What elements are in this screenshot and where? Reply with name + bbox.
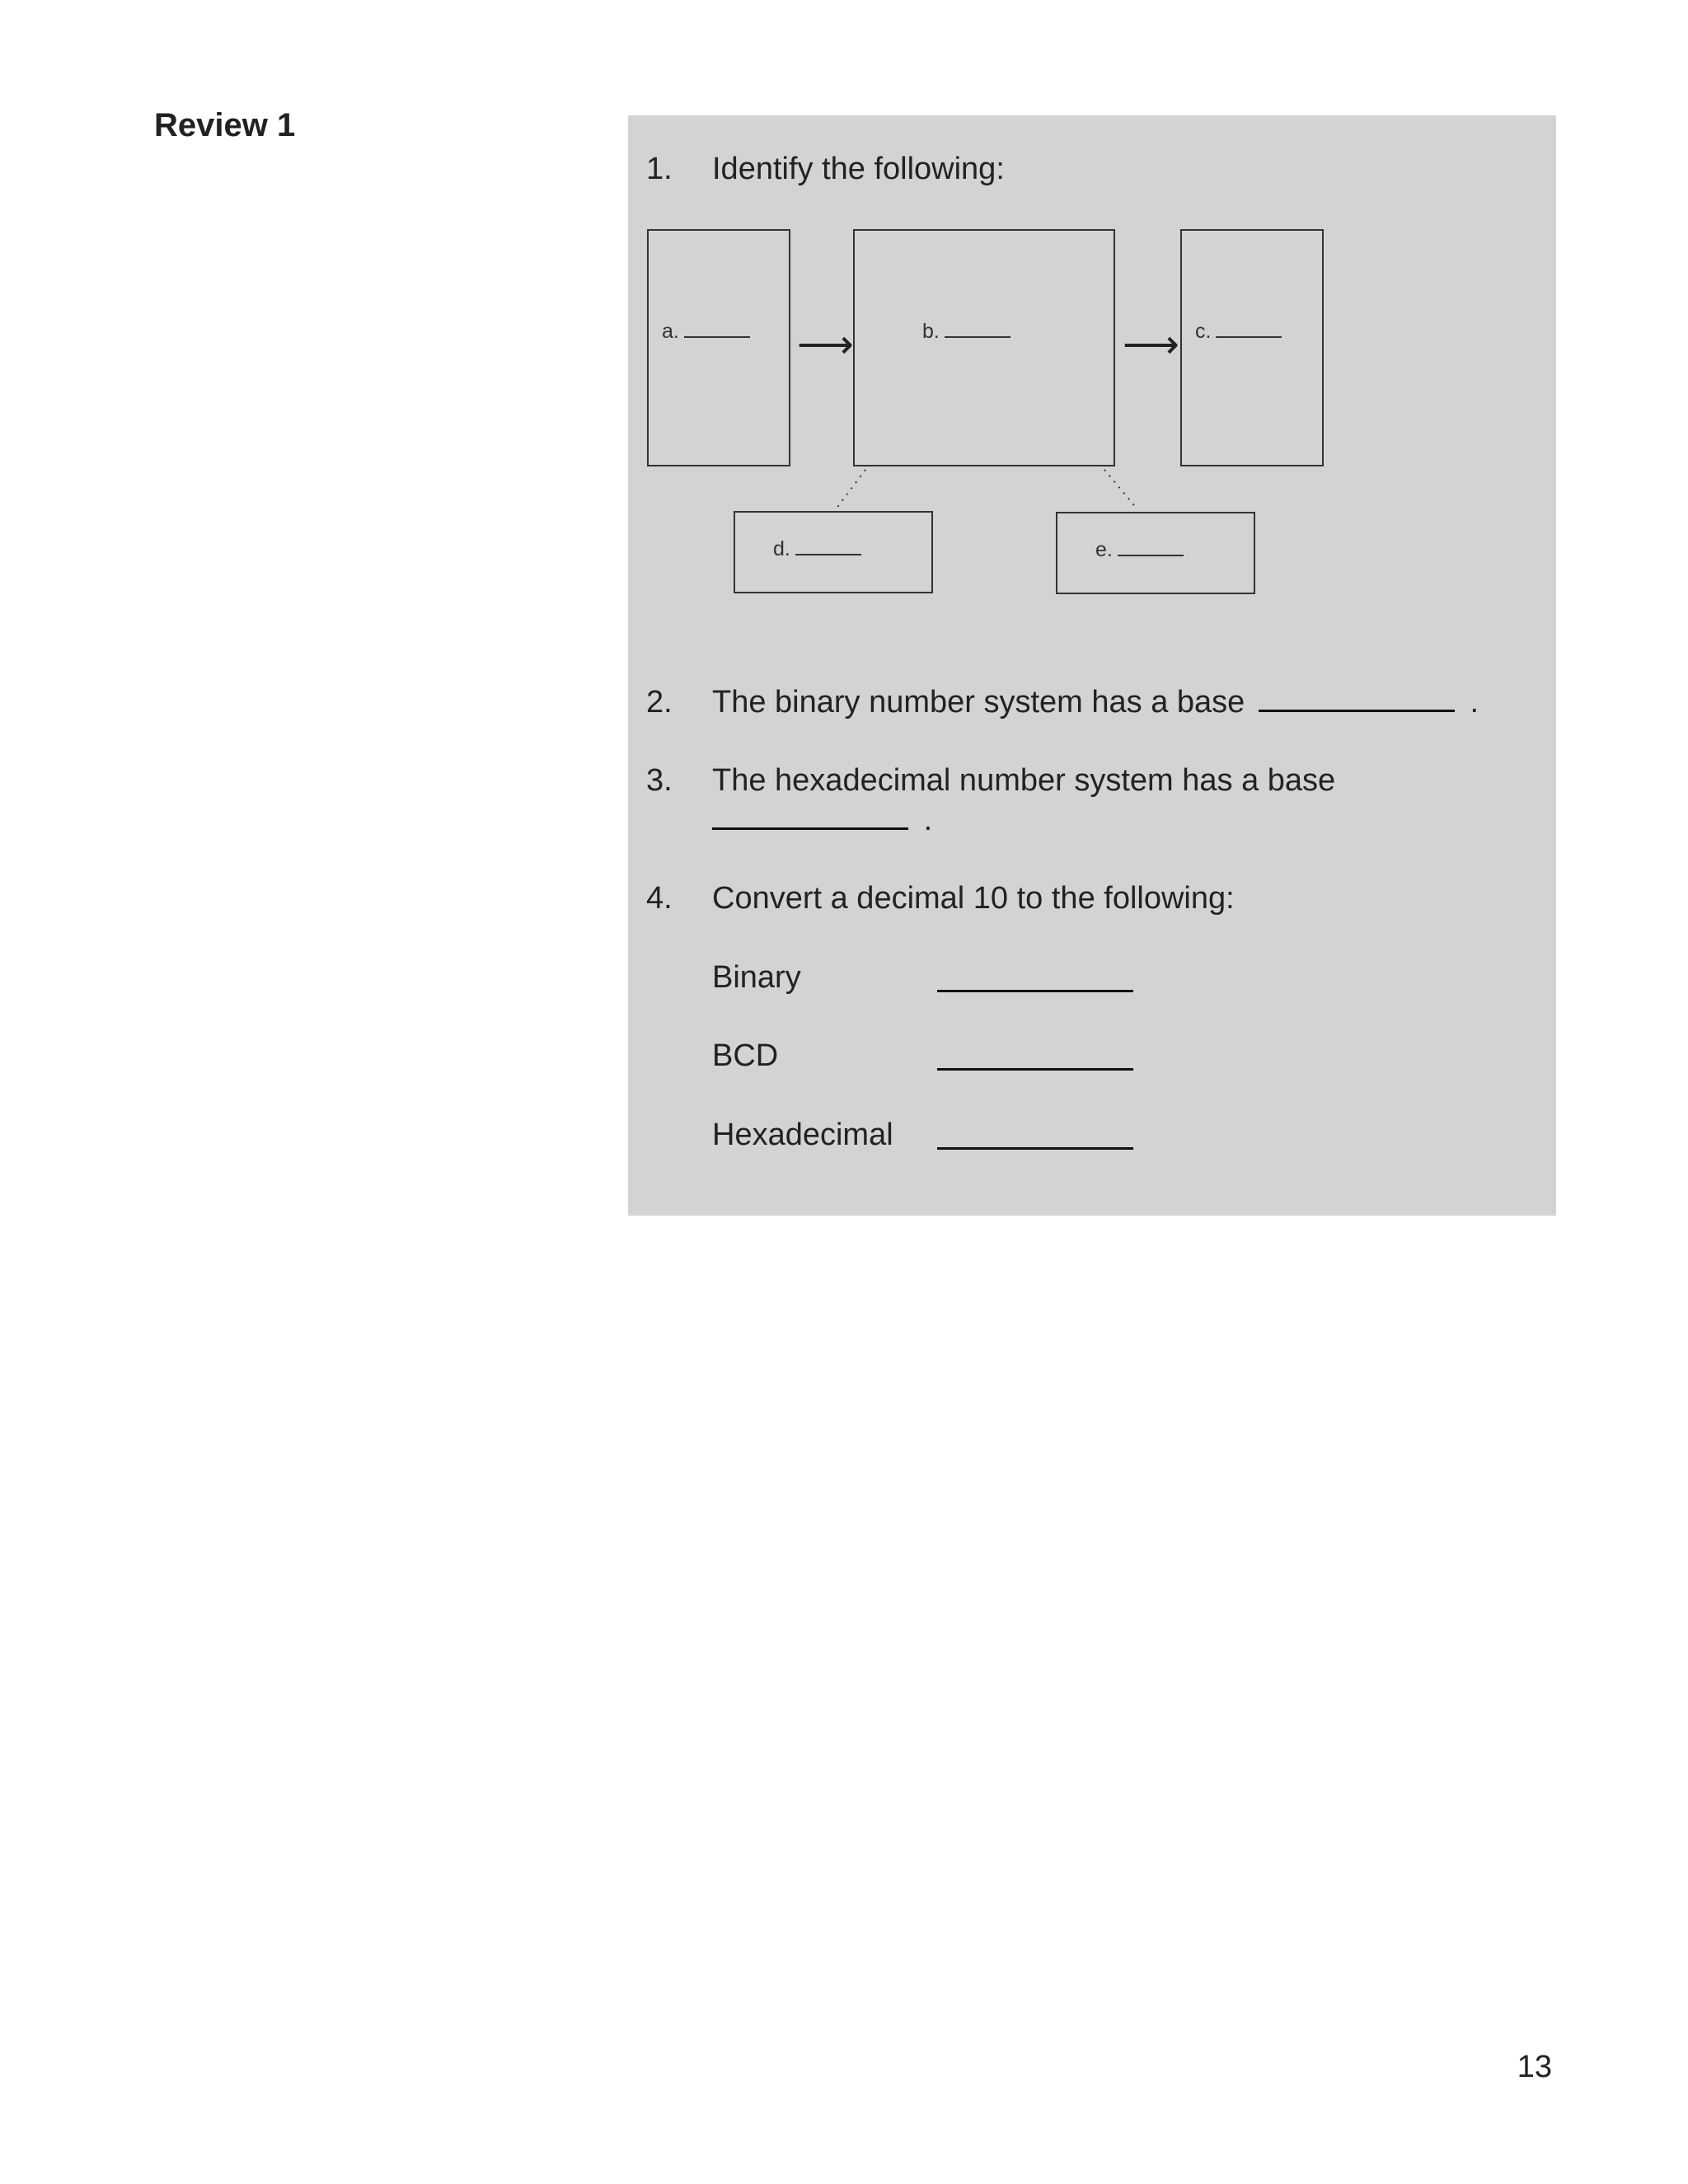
conversion-label-bcd: BCD <box>712 1038 779 1073</box>
section-title: Review 1 <box>154 107 296 143</box>
box-label-b: b. <box>922 320 1010 344</box>
question-text: Identify the following: <box>712 152 1005 186</box>
answer-blank[interactable] <box>1259 710 1455 712</box>
answer-blank[interactable] <box>712 827 908 830</box>
diagram-box-c <box>1180 229 1324 466</box>
question-text: The hexadecimal number system has a base <box>712 763 1336 798</box>
box-label-c: c. <box>1195 320 1282 344</box>
box-label-e: e. <box>1095 538 1184 562</box>
arrow-right-icon: ⟶ <box>797 323 854 367</box>
answer-blank <box>1216 336 1282 338</box>
box-label-d: d. <box>773 537 861 561</box>
arrow-right-icon: ⟶ <box>1123 323 1179 367</box>
review-panel <box>628 115 1556 1216</box>
question-number: 2. <box>646 685 673 719</box>
question-number: 4. <box>646 881 673 916</box>
answer-blank-bcd[interactable] <box>937 1068 1133 1071</box>
conversion-label-binary: Binary <box>712 960 801 995</box>
question-text: The binary number system has a base <box>712 685 1245 719</box>
question-tail: . <box>1470 685 1479 719</box>
diagram-box-b <box>853 229 1115 466</box>
diagram-box-d <box>734 511 933 593</box>
answer-blank-hexadecimal[interactable] <box>937 1147 1133 1150</box>
page-number: 13 <box>1517 2050 1552 2084</box>
diagram-box-a <box>647 229 790 466</box>
answer-blank-binary[interactable] <box>937 990 1133 992</box>
question-number: 3. <box>646 763 673 798</box>
diagram-box-e <box>1056 512 1255 594</box>
conversion-label-hexadecimal: Hexadecimal <box>712 1118 893 1152</box>
box-label-a: a. <box>662 320 750 344</box>
answer-blank <box>945 336 1010 338</box>
answer-blank <box>795 554 861 555</box>
answer-blank <box>1118 555 1184 556</box>
question-text: Convert a decimal 10 to the following: <box>712 881 1235 916</box>
question-tail: . <box>923 803 933 837</box>
answer-blank <box>684 336 750 338</box>
question-number: 1. <box>646 152 673 186</box>
